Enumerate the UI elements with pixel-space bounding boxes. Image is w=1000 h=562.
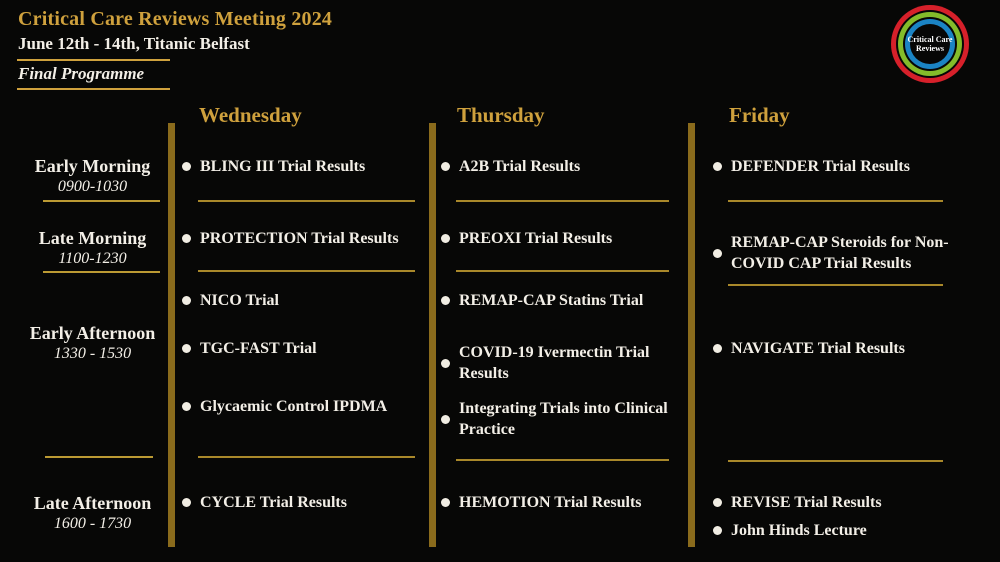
header-divider <box>17 59 170 61</box>
programme-label: Final Programme <box>18 64 145 83</box>
logo-text-line2: Reviews <box>916 44 944 53</box>
schedule-item <box>441 398 674 440</box>
schedule-item <box>713 492 963 513</box>
schedule-item-label: NAVIGATE Trial Results <box>731 340 905 357</box>
schedule-item-label: TGC-FAST Trial <box>200 340 317 357</box>
bullet-icon <box>441 296 450 305</box>
time-divider <box>43 271 160 273</box>
time-slot-label: Early Afternoon <box>29 323 156 343</box>
column-bar-thursday <box>429 123 436 547</box>
schedule-item-label: DEFENDER Trial Results <box>731 158 910 175</box>
schedule-item-label: REMAP-CAP Steroids for Non-COVID CAP Trial Results <box>731 234 949 272</box>
schedule-item <box>182 156 415 177</box>
separator-line <box>728 460 943 462</box>
bullet-icon <box>441 162 450 171</box>
schedule-item-label: John Hinds Lecture <box>731 522 867 539</box>
separator-line <box>456 200 669 202</box>
bullet-icon <box>182 402 191 411</box>
time-slot-early-afternoon <box>20 322 165 364</box>
header-divider <box>17 88 170 90</box>
schedule-item <box>713 156 963 177</box>
schedule-item <box>441 156 674 177</box>
critical-care-reviews-logo <box>907 24 953 64</box>
time-slot-range: 1100-1230 <box>58 250 127 267</box>
schedule-item <box>182 492 415 513</box>
schedule-item <box>441 228 674 249</box>
schedule-item <box>182 228 415 249</box>
time-slot-early-morning <box>20 155 165 197</box>
separator-line <box>198 270 415 272</box>
separator-line <box>728 200 943 202</box>
separator-line <box>198 200 415 202</box>
schedule-item-label: BLING III Trial Results <box>200 158 366 175</box>
time-slot-late-morning <box>20 227 165 269</box>
bullet-icon <box>441 359 450 368</box>
time-slot-range: 1600 - 1730 <box>53 515 132 532</box>
time-slot-label: Late Afternoon <box>33 493 152 513</box>
schedule-item <box>441 290 674 311</box>
separator-line <box>728 284 943 286</box>
schedule-item-label: Glycaemic Control IPDMA <box>200 398 388 415</box>
separator-line <box>456 459 669 461</box>
bullet-icon <box>441 415 450 424</box>
schedule-item-label: Integrating Trials into Clinical Practice <box>459 400 668 438</box>
bullet-icon <box>182 498 191 507</box>
schedule-item <box>182 396 415 417</box>
schedule-item-label: HEMOTION Trial Results <box>459 494 642 511</box>
bullet-icon <box>713 498 722 507</box>
time-slot-label: Late Morning <box>38 228 147 248</box>
schedule-item <box>182 290 415 311</box>
schedule-item <box>441 492 674 513</box>
schedule-item <box>713 232 963 274</box>
bullet-icon <box>713 162 722 171</box>
column-bar-friday <box>688 123 695 547</box>
bullet-icon <box>182 162 191 171</box>
bullet-icon <box>713 344 722 353</box>
schedule-item-label: A2B Trial Results <box>459 158 581 175</box>
schedule-item <box>713 338 963 359</box>
schedule-item-label: REMAP-CAP Statins Trial <box>459 292 644 309</box>
time-divider <box>45 456 153 458</box>
schedule-item <box>441 342 674 384</box>
schedule-item-label: CYCLE Trial Results <box>200 494 347 511</box>
bullet-icon <box>182 296 191 305</box>
schedule-item-label: PROTECTION Trial Results <box>200 230 399 247</box>
separator-line <box>198 456 415 458</box>
page-title: Critical Care Reviews Meeting 2024 <box>18 8 333 30</box>
schedule-item-label: COVID-19 Ivermectin Trial Results <box>459 344 650 382</box>
time-slot-range: 1330 - 1530 <box>53 345 132 362</box>
bullet-icon <box>182 234 191 243</box>
time-slot-range: 0900-1030 <box>57 178 128 195</box>
time-slot-label: Early Morning <box>34 156 151 176</box>
day-header-wednesday: Wednesday <box>199 103 302 127</box>
bullet-icon <box>441 498 450 507</box>
bullet-icon <box>441 234 450 243</box>
schedule-item-label: REVISE Trial Results <box>731 494 882 511</box>
bullet-icon <box>182 344 191 353</box>
schedule-item-label: NICO Trial <box>200 292 279 309</box>
day-header-friday: Friday <box>729 103 790 127</box>
time-slot-late-afternoon <box>20 492 165 534</box>
schedule-item-label: PREOXI Trial Results <box>459 230 613 247</box>
event-date-venue: June 12th - 14th, Titanic Belfast <box>18 34 250 53</box>
bullet-icon <box>713 249 722 258</box>
bullet-icon <box>713 526 722 535</box>
time-divider <box>43 200 160 202</box>
logo-text-line1: Critical Care <box>907 35 953 44</box>
column-bar-wednesday <box>168 123 175 547</box>
separator-line <box>456 270 669 272</box>
schedule-item <box>182 338 415 359</box>
schedule-item <box>713 520 963 541</box>
day-header-thursday: Thursday <box>457 103 545 127</box>
